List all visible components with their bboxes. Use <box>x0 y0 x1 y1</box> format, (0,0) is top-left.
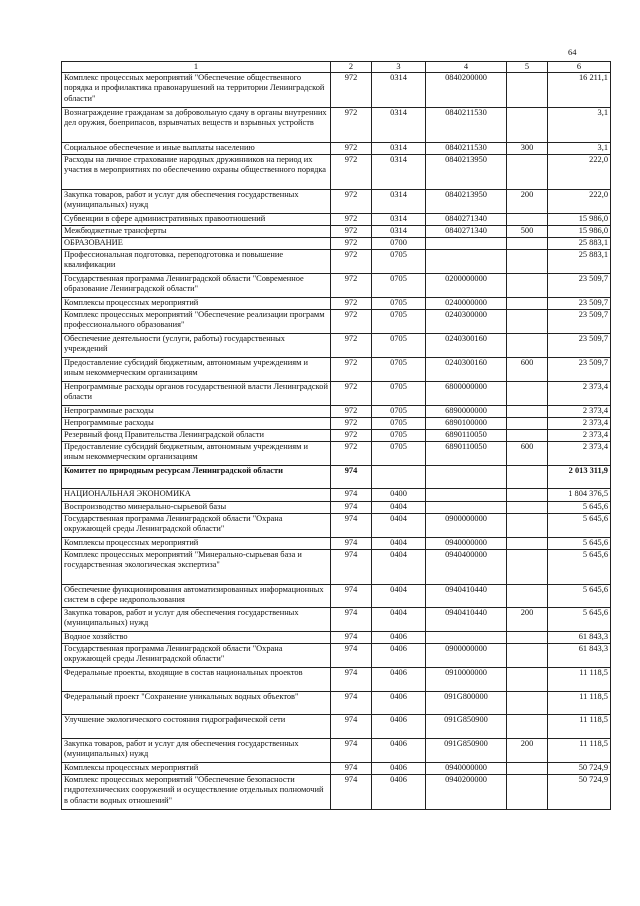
row-col-2: 972 <box>331 190 372 214</box>
row-col-6: 61 843,3 <box>548 632 611 644</box>
header-col-2: 2 <box>331 62 372 73</box>
row-col-6: 3,1 <box>548 143 611 155</box>
row-name: Предоставление субсидий бюджетным, автономным учреждениям и иным некоммерческим организациям <box>62 442 331 466</box>
row-name: Непрограммные расходы органов государственной власти Ленинградской области <box>62 382 331 406</box>
row-col-5 <box>507 334 548 358</box>
row-col-5 <box>507 644 548 668</box>
row-col-3: 0406 <box>372 775 426 810</box>
row-col-4: 0840200000 <box>426 73 507 108</box>
row-col-6: 1 804 376,5 <box>548 489 611 502</box>
table-row <box>62 585 611 608</box>
row-name: Государственная программа Ленинградской области "Охрана окружающей среды Ленинградской области" <box>62 514 331 538</box>
row-name: Государственная программа Ленинградской области "Современное образование Ленинградской области" <box>62 274 331 298</box>
row-col-5 <box>507 238 548 250</box>
row-col-4: 6890000000 <box>426 406 507 418</box>
row-col-3: 0705 <box>372 430 426 442</box>
row-col-6: 61 843,3 <box>548 644 611 668</box>
row-col-2: 972 <box>331 418 372 430</box>
header-col-3: 3 <box>372 62 426 73</box>
row-col-6: 25 883,1 <box>548 238 611 250</box>
row-col-4: 091G800000 <box>426 692 507 715</box>
row-col-6: 2 373,4 <box>548 418 611 430</box>
row-col-4: 0200000000 <box>426 274 507 298</box>
row-col-4: 091G850900 <box>426 739 507 763</box>
row-col-3: 0705 <box>372 274 426 298</box>
row-col-6: 50 724,9 <box>548 775 611 810</box>
row-col-3: 0705 <box>372 382 426 406</box>
row-col-5 <box>507 274 548 298</box>
row-name: Комитет по природным ресурсам Ленинградской области <box>62 466 331 489</box>
row-name: НАЦИОНАЛЬНАЯ ЭКОНОМИКА <box>62 489 331 502</box>
row-name: Закупка товаров, работ и услуг для обеспечения государственных (муниципальных) нужд <box>62 190 331 214</box>
row-col-2: 974 <box>331 632 372 644</box>
row-col-5 <box>507 430 548 442</box>
row-col-2: 972 <box>331 358 372 382</box>
row-col-6: 5 645,6 <box>548 550 611 585</box>
row-col-6: 50 724,9 <box>548 763 611 775</box>
row-col-6: 15 986,0 <box>548 226 611 238</box>
row-col-4: 6800000000 <box>426 382 507 406</box>
row-col-6: 23 509,7 <box>548 334 611 358</box>
row-col-6: 5 645,6 <box>548 585 611 608</box>
row-col-4: 0940000000 <box>426 763 507 775</box>
row-col-5 <box>507 73 548 108</box>
table-row <box>62 514 611 538</box>
table-row <box>62 406 611 418</box>
row-name: Комплекс процессных мероприятий "Минерально-сырьевая база и государственная экологическая экспертиза" <box>62 550 331 585</box>
row-col-6: 2 373,4 <box>548 406 611 418</box>
row-col-5: 600 <box>507 358 548 382</box>
table-row <box>62 334 611 358</box>
row-col-4: 0940200000 <box>426 775 507 810</box>
row-col-5 <box>507 298 548 310</box>
table-row <box>62 715 611 739</box>
table-row <box>62 250 611 274</box>
row-col-5 <box>507 585 548 608</box>
row-col-4: 0840213950 <box>426 190 507 214</box>
table-row <box>62 155 611 190</box>
table-row <box>62 238 611 250</box>
row-col-6: 5 645,6 <box>548 538 611 550</box>
table-row <box>62 550 611 585</box>
row-col-2: 972 <box>331 274 372 298</box>
row-col-4: 6890100000 <box>426 418 507 430</box>
row-name: Субвенции в сфере административных правоотношений <box>62 214 331 226</box>
row-col-4: 0940410440 <box>426 585 507 608</box>
row-name: Предоставление субсидий бюджетным, автономным учреждениям и иным некоммерческим организациям <box>62 358 331 382</box>
row-col-3: 0404 <box>372 550 426 585</box>
row-col-3: 0314 <box>372 108 426 143</box>
row-col-5: 600 <box>507 442 548 466</box>
row-col-2: 972 <box>331 226 372 238</box>
row-col-5 <box>507 668 548 692</box>
row-col-5 <box>507 406 548 418</box>
row-col-3: 0404 <box>372 608 426 632</box>
row-col-2: 974 <box>331 775 372 810</box>
row-col-3: 0406 <box>372 668 426 692</box>
row-col-3: 0314 <box>372 214 426 226</box>
row-col-3: 0705 <box>372 418 426 430</box>
table-row <box>62 214 611 226</box>
row-col-3: 0705 <box>372 310 426 334</box>
row-col-5 <box>507 502 548 514</box>
row-col-3: 0406 <box>372 644 426 668</box>
row-col-6: 2 013 311,9 <box>548 466 611 489</box>
table-row <box>62 466 611 489</box>
row-name: Комплексы процессных мероприятий <box>62 763 331 775</box>
row-col-4: 0940000000 <box>426 538 507 550</box>
row-col-3: 0406 <box>372 739 426 763</box>
row-col-5 <box>507 514 548 538</box>
table-row <box>62 143 611 155</box>
row-col-6: 25 883,1 <box>548 250 611 274</box>
row-col-5 <box>507 692 548 715</box>
row-col-2: 972 <box>331 155 372 190</box>
row-col-4: 0910000000 <box>426 668 507 692</box>
row-name: Непрограммные расходы <box>62 406 331 418</box>
row-col-3: 0705 <box>372 358 426 382</box>
row-col-4 <box>426 250 507 274</box>
row-col-2: 972 <box>331 430 372 442</box>
row-col-3: 0404 <box>372 514 426 538</box>
row-col-5 <box>507 418 548 430</box>
table-row <box>62 418 611 430</box>
row-col-4: 091G850900 <box>426 715 507 739</box>
row-col-3 <box>372 466 426 489</box>
row-name: Обеспечение деятельности (услуги, работы) государственных учреждений <box>62 334 331 358</box>
row-col-5 <box>507 538 548 550</box>
budget-table <box>61 61 611 810</box>
table-row <box>62 274 611 298</box>
row-col-5 <box>507 382 548 406</box>
row-col-3: 0314 <box>372 73 426 108</box>
header-col-5: 5 <box>507 62 548 73</box>
row-name: Комплексы процессных мероприятий <box>62 538 331 550</box>
row-col-2: 974 <box>331 502 372 514</box>
row-col-6: 23 509,7 <box>548 274 611 298</box>
table-row <box>62 190 611 214</box>
row-col-5: 500 <box>507 226 548 238</box>
row-col-3: 0314 <box>372 190 426 214</box>
table-row <box>62 538 611 550</box>
row-col-6: 5 645,6 <box>548 608 611 632</box>
row-col-2: 972 <box>331 382 372 406</box>
row-col-5 <box>507 715 548 739</box>
row-col-3: 0404 <box>372 538 426 550</box>
row-col-2: 974 <box>331 514 372 538</box>
row-col-6: 23 509,7 <box>548 298 611 310</box>
row-col-2: 974 <box>331 763 372 775</box>
table-row <box>62 489 611 502</box>
row-col-5: 200 <box>507 739 548 763</box>
header-col-4: 4 <box>426 62 507 73</box>
row-col-2: 974 <box>331 668 372 692</box>
row-col-4: 0240000000 <box>426 298 507 310</box>
row-col-4: 0240300160 <box>426 358 507 382</box>
row-name: Закупка товаров, работ и услуг для обеспечения государственных (муниципальных) нужд <box>62 739 331 763</box>
table-row <box>62 108 611 143</box>
row-name: Комплекс процессных мероприятий "Обеспечение общественного порядка и профилактика правонарушений на территории Ленинградской области" <box>62 73 331 108</box>
header-col-6: 6 <box>548 62 611 73</box>
row-col-3: 0314 <box>372 155 426 190</box>
table-row <box>62 298 611 310</box>
row-col-6: 2 373,4 <box>548 442 611 466</box>
row-name: Комплекс процессных мероприятий "Обеспечение безопасности гидротехнических сооружений и осуществление отдельных полномочий в области водных отношений" <box>62 775 331 810</box>
row-name: Федеральный проект "Сохранение уникальных водных объектов" <box>62 692 331 715</box>
row-name: Социальное обеспечение и иные выплаты населению <box>62 143 331 155</box>
row-name: Федеральные проекты, входящие в состав национальных проектов <box>62 668 331 692</box>
row-col-4: 0940410440 <box>426 608 507 632</box>
table-row <box>62 382 611 406</box>
row-col-2: 972 <box>331 406 372 418</box>
row-col-3: 0400 <box>372 489 426 502</box>
row-col-5 <box>507 466 548 489</box>
row-col-4: 0900000000 <box>426 514 507 538</box>
row-col-5: 200 <box>507 608 548 632</box>
row-name: Закупка товаров, работ и услуг для обеспечения государственных (муниципальных) нужд <box>62 608 331 632</box>
table-header-row <box>62 62 611 73</box>
row-col-4 <box>426 502 507 514</box>
row-col-6: 5 645,6 <box>548 514 611 538</box>
row-col-4: 0840211530 <box>426 143 507 155</box>
row-name: Обеспечение функционирования автоматизированных информационных систем в сфере недропользования <box>62 585 331 608</box>
row-col-3: 0406 <box>372 715 426 739</box>
row-col-5 <box>507 775 548 810</box>
row-name: Вознаграждение гражданам за добровольную сдачу в органы внутренних дел оружия, боеприпасов, взрывчатых веществ и взрывных устройств <box>62 108 331 143</box>
row-col-4: 0940400000 <box>426 550 507 585</box>
row-col-5 <box>507 108 548 143</box>
row-name: ОБРАЗОВАНИЕ <box>62 238 331 250</box>
row-col-2: 974 <box>331 692 372 715</box>
row-col-2: 974 <box>331 466 372 489</box>
row-name: Водное хозяйство <box>62 632 331 644</box>
row-col-2: 972 <box>331 143 372 155</box>
row-col-2: 974 <box>331 538 372 550</box>
row-col-2: 974 <box>331 585 372 608</box>
row-col-2: 972 <box>331 214 372 226</box>
row-name: Комплексы процессных мероприятий <box>62 298 331 310</box>
row-col-3: 0314 <box>372 226 426 238</box>
row-col-2: 972 <box>331 238 372 250</box>
row-col-4 <box>426 632 507 644</box>
row-name: Комплекс процессных мероприятий "Обеспечение реализации программ профессионального образования" <box>62 310 331 334</box>
table-row <box>62 608 611 632</box>
row-col-4: 0840211530 <box>426 108 507 143</box>
row-col-5 <box>507 489 548 502</box>
header-col-1: 1 <box>62 62 331 73</box>
row-name: Межбюджетные трансферты <box>62 226 331 238</box>
table-row <box>62 442 611 466</box>
table-row <box>62 668 611 692</box>
row-col-5 <box>507 632 548 644</box>
table-row <box>62 358 611 382</box>
row-col-6: 2 373,4 <box>548 430 611 442</box>
table-row <box>62 226 611 238</box>
row-col-4: 0840271340 <box>426 226 507 238</box>
row-col-6: 3,1 <box>548 108 611 143</box>
row-col-3: 0406 <box>372 763 426 775</box>
row-col-2: 972 <box>331 442 372 466</box>
row-col-6: 23 509,7 <box>548 358 611 382</box>
row-col-4: 0840271340 <box>426 214 507 226</box>
row-col-2: 972 <box>331 73 372 108</box>
row-col-2: 972 <box>331 250 372 274</box>
row-col-3: 0406 <box>372 692 426 715</box>
table-row <box>62 502 611 514</box>
row-col-3: 0404 <box>372 502 426 514</box>
row-col-3: 0700 <box>372 238 426 250</box>
table-row <box>62 310 611 334</box>
row-col-5 <box>507 250 548 274</box>
row-name: Непрограммные расходы <box>62 418 331 430</box>
row-col-2: 972 <box>331 310 372 334</box>
row-col-6: 11 118,5 <box>548 715 611 739</box>
page-number: 64 <box>568 47 577 57</box>
row-col-3: 0705 <box>372 298 426 310</box>
row-col-2: 972 <box>331 298 372 310</box>
row-name: Улучшение экологического состояния гидрографической сети <box>62 715 331 739</box>
row-col-5 <box>507 214 548 226</box>
row-col-6: 2 373,4 <box>548 382 611 406</box>
row-name: Профессиональная подготовка, переподготовка и повышение квалификации <box>62 250 331 274</box>
row-col-6: 23 509,7 <box>548 310 611 334</box>
row-name: Резервный фонд Правительства Ленинградской области <box>62 430 331 442</box>
row-col-2: 974 <box>331 489 372 502</box>
row-col-5 <box>507 155 548 190</box>
row-col-4: 0240300160 <box>426 334 507 358</box>
row-col-2: 974 <box>331 550 372 585</box>
row-col-6: 222,0 <box>548 190 611 214</box>
row-col-5: 300 <box>507 143 548 155</box>
table-row <box>62 763 611 775</box>
row-col-4 <box>426 238 507 250</box>
row-col-4 <box>426 489 507 502</box>
row-col-6: 11 118,5 <box>548 739 611 763</box>
row-name: Расходы на личное страхование народных дружинников на период их участия в мероприятиях по обеспечению охраны общественного порядка <box>62 155 331 190</box>
row-col-5: 200 <box>507 190 548 214</box>
row-col-3: 0314 <box>372 143 426 155</box>
row-col-5 <box>507 550 548 585</box>
table-row <box>62 73 611 108</box>
row-col-4: 6890110050 <box>426 430 507 442</box>
table-row <box>62 632 611 644</box>
row-col-6: 5 645,6 <box>548 502 611 514</box>
row-col-3: 0705 <box>372 250 426 274</box>
row-col-2: 974 <box>331 608 372 632</box>
table-row <box>62 775 611 810</box>
table-row <box>62 430 611 442</box>
row-col-2: 972 <box>331 334 372 358</box>
row-col-3: 0406 <box>372 632 426 644</box>
row-col-6: 11 118,5 <box>548 668 611 692</box>
row-col-3: 0705 <box>372 442 426 466</box>
row-col-3: 0705 <box>372 406 426 418</box>
row-col-6: 16 211,1 <box>548 73 611 108</box>
row-col-6: 222,0 <box>548 155 611 190</box>
row-col-6: 15 986,0 <box>548 214 611 226</box>
row-col-4: 0900000000 <box>426 644 507 668</box>
row-col-5 <box>507 310 548 334</box>
table-row <box>62 739 611 763</box>
table-row <box>62 692 611 715</box>
row-col-3: 0404 <box>372 585 426 608</box>
row-col-2: 974 <box>331 739 372 763</box>
row-col-4: 6890110050 <box>426 442 507 466</box>
row-col-6: 11 118,5 <box>548 692 611 715</box>
row-col-4: 0840213950 <box>426 155 507 190</box>
row-name: Государственная программа Ленинградской области "Охрана окружающей среды Ленинградской области" <box>62 644 331 668</box>
row-col-5 <box>507 763 548 775</box>
row-col-2: 974 <box>331 644 372 668</box>
row-col-4 <box>426 466 507 489</box>
row-col-3: 0705 <box>372 334 426 358</box>
row-name: Воспроизводство минерально-сырьевой базы <box>62 502 331 514</box>
row-col-2: 974 <box>331 715 372 739</box>
table-row <box>62 644 611 668</box>
row-col-4: 0240300000 <box>426 310 507 334</box>
row-col-2: 972 <box>331 108 372 143</box>
